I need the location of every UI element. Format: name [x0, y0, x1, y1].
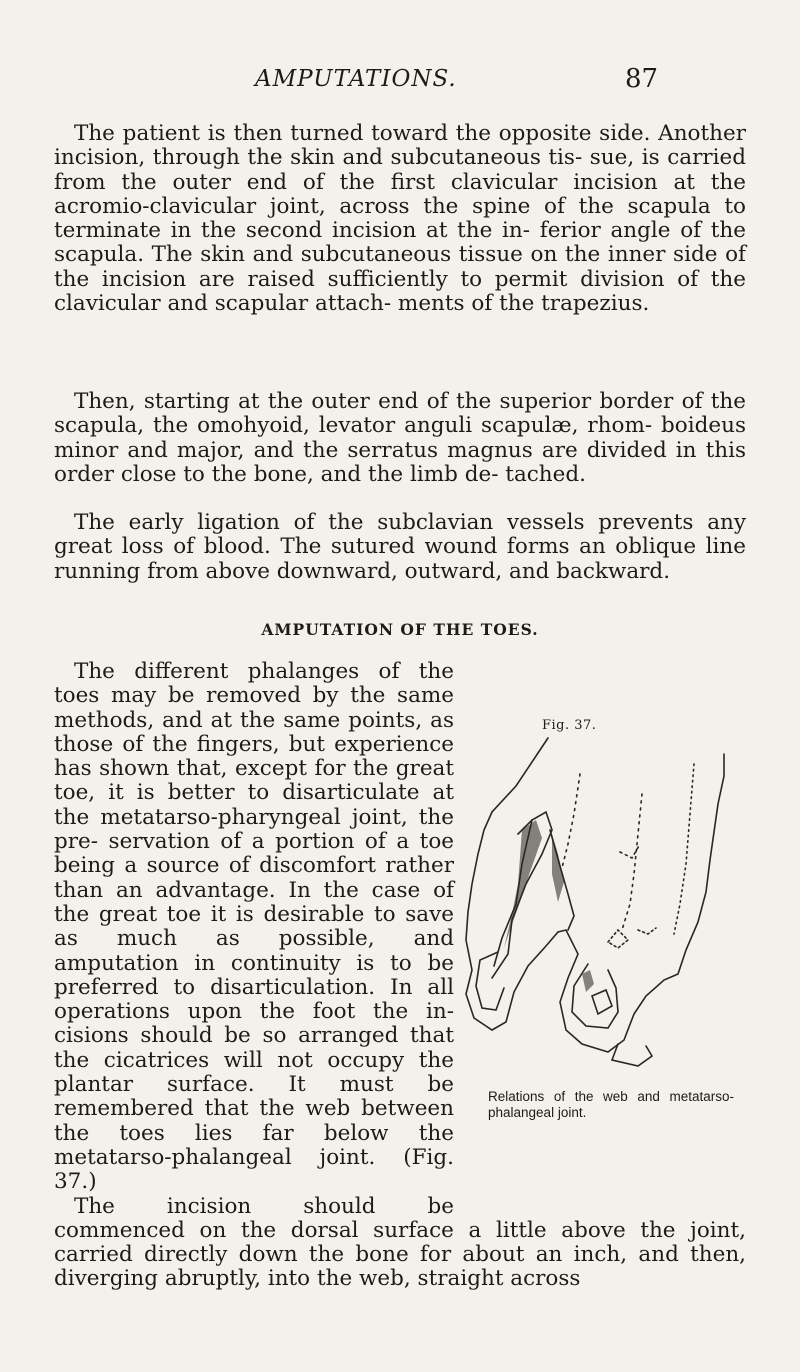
paragraph-5: The incision should be commenced on the dorsal surface a little above the joint, carried directly down the bone for about an inch, and then, diverging abruptly, into the web, straight across: [54, 1193, 746, 1292]
paragraph-1: The patient is then turned toward the opposite side. Another incision, through the skin and subcutaneous tis- sue, is carried from the outer end of the first clavicular incision at the acromio-clavicular joint, across the spine of the scapula to terminate in the second incision at the in- ferior angle of the scapula. The skin and subcutaneous tissue on the inner side of the incision are raised sufficiently to permit division of the clavicular and scapular attach- ments of the trapezius.: [54, 121, 746, 317]
figure-label: Fig. 37.: [542, 718, 597, 733]
page-header: [0, 66, 800, 106]
paragraph-3: The early ligation of the subclavian vessels prevents any great loss of blood. The sutured wound forms an oblique line running from above downward, outward, and backward.: [54, 510, 746, 584]
paragraph-4-block: [54, 660, 746, 1292]
page-number: 87: [625, 64, 659, 94]
paragraph-2: Then, starting at the outer end of the superior border of the scapula, the omohyoid, levator anguli scapulæ, rhom- boideus minor and major, and the serratus magnus are divided in this order close to the bone, and the limb de- tached.: [54, 389, 746, 487]
figure-37: [462, 714, 746, 1212]
section-heading: AMPUTATION OF THE TOES.: [261, 620, 539, 639]
running-head: AMPUTATIONS.: [255, 66, 457, 92]
foot-bones-illustration: [462, 734, 732, 1084]
paragraph-4: The different phalanges of the toes may be removed by the same methods, and at the same points, as those of the fingers, but experience has shown that, except for the great toe, it is better to disarticulate at the metatarso-pharyngeal joint, the pre- servation of a portion of a toe being a source of discomfort rather than an advantage. In the case of the great toe it is desirable to save as much as possible, and amputation in continuity is to be preferred to disarticulation. In all operations upon the foot the in- cisions should be so arranged that the cicatrices will not occupy the plantar surface. It must be remembered that the web between the toes lies far below the metatarso-phalangeal joint. (Fig. 37.): [54, 659, 454, 1195]
figure-caption: Relations of the web and metatarso-phalangeal joint.: [488, 1089, 734, 1120]
